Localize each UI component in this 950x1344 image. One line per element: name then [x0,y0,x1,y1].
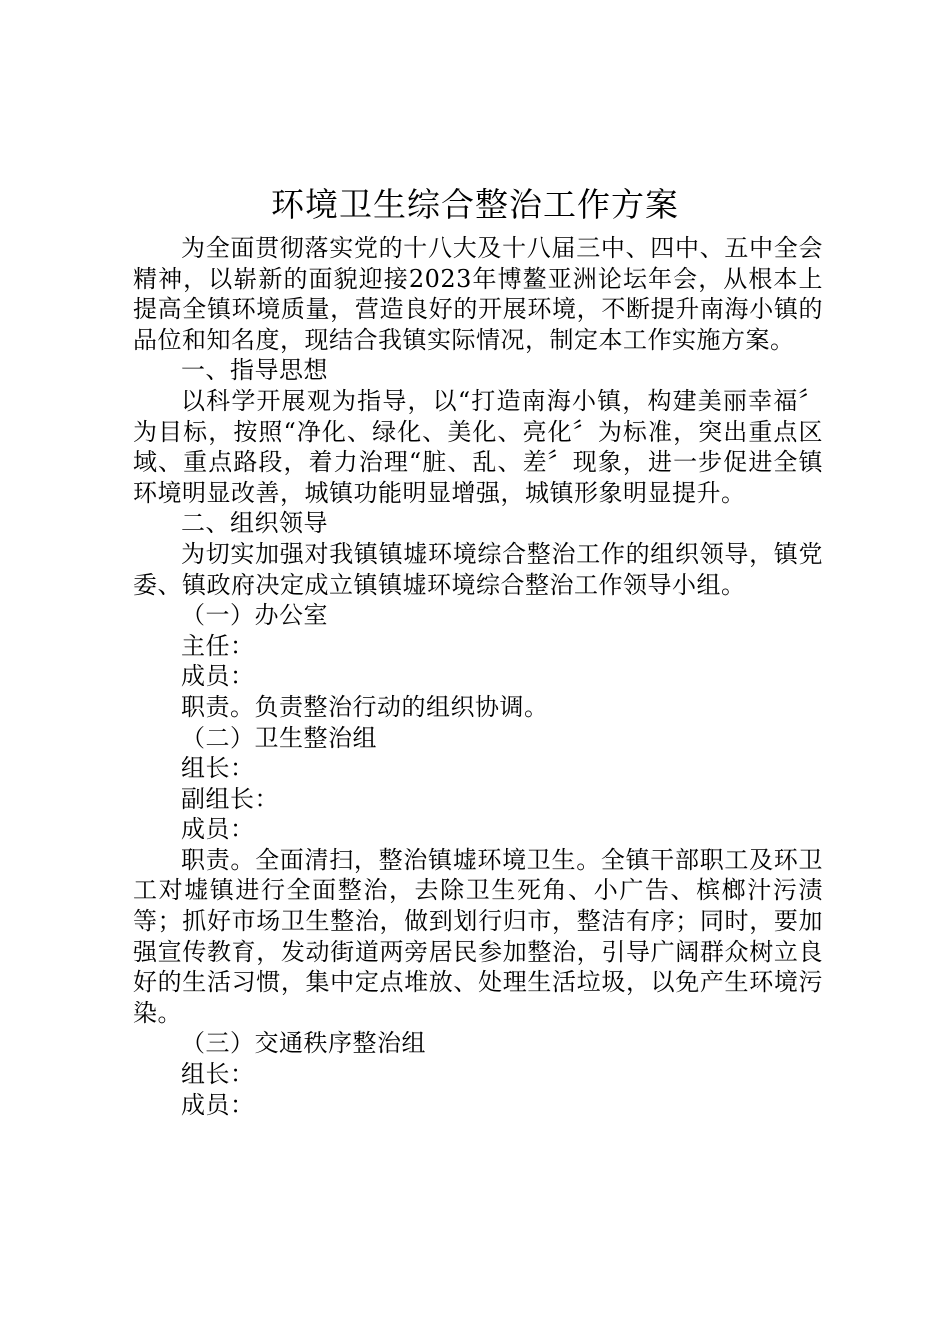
sanitation-members-line: 成员： [181,815,255,844]
subsection-heading-traffic: （三）交通秩序整治组 [181,1029,426,1058]
section-heading-guiding-ideology: 一、指导思想 [181,356,328,385]
document-body [133,233,823,1120]
office-director-line: 主任： [181,631,255,660]
organization-paragraph: 为切实加强对我镇镇墟环境综合整治工作的组织领导，镇党委、镇政府决定成立镇镇墟环境综合整治工作领导小组。 [133,539,823,599]
guiding-ideology-paragraph: 以科学开展观为指导，以“打造南海小镇，构建美丽幸福〞为目标，按照“净化、绿化、美化、亮化〞为标准，突出重点区域、重点路段，着力治理“脏、乱、差〞现象，进一步促进全镇环境明显改善，城镇功能明显增强，城镇形象明显提升。 [133,386,823,507]
subsection-heading-office: （一）办公室 [181,601,328,630]
intro-paragraph: 为全面贯彻落实党的十八大及十八届三中、四中、五中全会精神，以崭新的面貌迎接2023年博鳌亚洲论坛年会，从根本上提高全镇环境质量，营造良好的开展环境，不断提升南海小镇的品位和知名度，现结合我镇实际情况，制定本工作实施方案。 [133,234,823,354]
office-members-line: 成员： [181,662,255,691]
document-title: 环境卫生综合整治工作方案 [271,185,679,224]
subsection-heading-sanitation: （二）卫生整治组 [181,723,377,752]
section-heading-organization: 二、组织领导 [181,509,328,538]
sanitation-deputy-line: 副组长： [181,784,279,813]
traffic-members-line: 成员： [181,1090,255,1119]
sanitation-leader-line: 组长： [181,754,255,783]
sanitation-duty-paragraph: 职责。全面清扫，整治镇墟环境卫生。全镇干部职工及环卫工对墟镇进行全面整治，去除卫生死角、小广告、槟榔汁污渍等；抓好市场卫生整治，做到划行归市，整洁有序；同时，要加强宣传教育，发动街道两旁居民参加整治，引导广阔群众树立良好的生活习惯，集中定点堆放、处理生活垃圾，以免产生环境污染。 [133,845,823,1027]
office-duty-paragraph: 职责。负责整治行动的组织协调。 [181,692,549,721]
traffic-leader-line: 组长： [181,1060,255,1089]
